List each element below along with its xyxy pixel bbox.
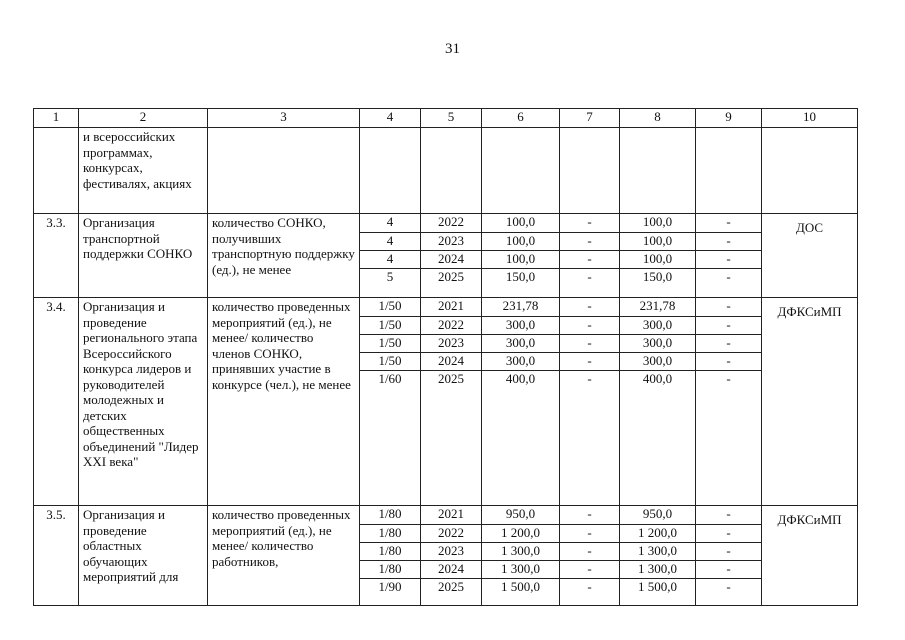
total-funding-column bbox=[481, 505, 560, 606]
col9-value: - bbox=[696, 560, 761, 578]
header-cell: 3 bbox=[207, 108, 360, 128]
target-value: 1/80 bbox=[360, 542, 420, 560]
col9-value-column bbox=[695, 213, 762, 298]
col7-value: - bbox=[560, 334, 619, 352]
col8-value: 100,0 bbox=[620, 250, 695, 268]
year-column bbox=[420, 297, 482, 506]
col8-value: 400,0 bbox=[620, 370, 695, 388]
row-number: 3.4. bbox=[33, 297, 79, 506]
col9-value-column bbox=[695, 297, 762, 506]
indicator: количество СОНКО, получивших транспортную поддержку (ед.), не менее bbox=[207, 213, 360, 298]
year: 2021 bbox=[438, 506, 464, 521]
total-funding: 300,0 bbox=[482, 316, 559, 334]
col9-value: - bbox=[696, 370, 761, 388]
total-funding: 1 500,0 bbox=[482, 578, 559, 596]
header-cell: 6 bbox=[481, 108, 560, 128]
col7-value: - bbox=[587, 298, 592, 313]
col9-value: - bbox=[696, 578, 761, 596]
total-funding: 100,0 bbox=[482, 232, 559, 250]
row-number: 3.5. bbox=[33, 505, 79, 606]
target-value: 1/80 bbox=[360, 560, 420, 578]
col8-value: 100,0 bbox=[620, 232, 695, 250]
year: 2023 bbox=[421, 232, 481, 250]
col7-value-column bbox=[559, 213, 620, 298]
col8-value: 950,0 bbox=[642, 506, 673, 521]
col9-value: - bbox=[726, 506, 731, 521]
total-funding: 1 200,0 bbox=[482, 524, 559, 542]
col9-value-column bbox=[695, 505, 762, 606]
continuation-cell bbox=[695, 127, 762, 214]
col9-value: - bbox=[696, 524, 761, 542]
header-cell: 10 bbox=[761, 108, 858, 128]
total-funding: 231,78 bbox=[502, 298, 539, 313]
target-value-column bbox=[359, 297, 421, 506]
responsible-agency: ДФКСиМП bbox=[761, 297, 858, 506]
header-cell: 2 bbox=[78, 108, 208, 128]
col7-value: - bbox=[560, 250, 619, 268]
year: 2022 bbox=[438, 214, 464, 229]
col8-value-column bbox=[619, 297, 696, 506]
target-value: 4 bbox=[360, 250, 420, 268]
col7-value-column bbox=[559, 505, 620, 606]
col7-value: - bbox=[560, 542, 619, 560]
col7-value: - bbox=[560, 524, 619, 542]
total-funding: 100,0 bbox=[482, 250, 559, 268]
continuation-cell bbox=[359, 127, 421, 214]
year: 2022 bbox=[421, 524, 481, 542]
year: 2023 bbox=[421, 334, 481, 352]
col7-value: - bbox=[560, 316, 619, 334]
target-value: 1/50 bbox=[378, 298, 402, 313]
total-funding: 300,0 bbox=[482, 352, 559, 370]
target-value: 1/80 bbox=[378, 506, 402, 521]
continuation-cell bbox=[559, 127, 620, 214]
total-funding-column bbox=[481, 213, 560, 298]
indicator: количество проведенных мероприятий (ед.), не менее/ количество членов СОНКО, принявших участие в конкурсе (чел.), не менее bbox=[207, 297, 360, 506]
year: 2021 bbox=[438, 298, 464, 313]
col9-value: - bbox=[696, 232, 761, 250]
header-cell: 5 bbox=[420, 108, 482, 128]
continuation-cell bbox=[207, 127, 360, 214]
col7-value: - bbox=[587, 214, 592, 229]
col7-value: - bbox=[560, 352, 619, 370]
target-value: 1/60 bbox=[360, 370, 420, 388]
total-funding: 400,0 bbox=[482, 370, 559, 388]
total-funding: 1 300,0 bbox=[482, 542, 559, 560]
col9-value: - bbox=[726, 214, 731, 229]
header-cell: 9 bbox=[695, 108, 762, 128]
col8-value-column bbox=[619, 213, 696, 298]
target-value: 1/50 bbox=[360, 352, 420, 370]
col9-value: - bbox=[696, 352, 761, 370]
col9-value: - bbox=[696, 250, 761, 268]
continuation-cell bbox=[33, 127, 79, 214]
target-value-column bbox=[359, 505, 421, 606]
col9-value: - bbox=[696, 268, 761, 286]
col8-value: 300,0 bbox=[620, 316, 695, 334]
header-cell: 8 bbox=[619, 108, 696, 128]
activity-name: Организация и проведение областных обучающих мероприятий для bbox=[78, 505, 208, 606]
col8-value: 100,0 bbox=[642, 214, 673, 229]
total-funding: 100,0 bbox=[505, 214, 536, 229]
responsible-agency: ДФКСиМП bbox=[761, 505, 858, 606]
header-cell: 7 bbox=[559, 108, 620, 128]
page-number: 31 bbox=[445, 41, 460, 57]
col7-value: - bbox=[560, 268, 619, 286]
col9-value: - bbox=[696, 334, 761, 352]
col7-value: - bbox=[560, 560, 619, 578]
col7-value: - bbox=[560, 578, 619, 596]
program-table bbox=[33, 108, 857, 605]
total-funding: 300,0 bbox=[482, 334, 559, 352]
target-value: 5 bbox=[360, 268, 420, 286]
col8-value: 1 300,0 bbox=[620, 542, 695, 560]
col7-value: - bbox=[560, 370, 619, 388]
col8-value: 231,78 bbox=[639, 298, 676, 313]
total-funding: 950,0 bbox=[505, 506, 536, 521]
target-value: 4 bbox=[386, 214, 394, 229]
activity-name: Организация транспортной поддержки СОНКО bbox=[78, 213, 208, 298]
col8-value: 300,0 bbox=[620, 334, 695, 352]
year: 2023 bbox=[421, 542, 481, 560]
year: 2022 bbox=[421, 316, 481, 334]
year: 2024 bbox=[421, 352, 481, 370]
year: 2025 bbox=[421, 578, 481, 596]
activity-name: Организация и проведение регионального этапа Всероссийского конкурса лидеров и руководителей молодежных и детских общественных объединений "Лидер XXI века" bbox=[78, 297, 208, 506]
continuation-cell: и всероссийских программах, конкурсах, фестивалях, акциях bbox=[78, 127, 208, 214]
target-value-column bbox=[359, 213, 421, 298]
indicator: количество проведенных мероприятий (ед.), не менее/ количество работников, bbox=[207, 505, 360, 606]
col9-value: - bbox=[726, 298, 731, 313]
target-value: 1/50 bbox=[360, 316, 420, 334]
total-funding: 150,0 bbox=[482, 268, 559, 286]
total-funding-column bbox=[481, 297, 560, 506]
target-value: 4 bbox=[360, 232, 420, 250]
col8-value: 1 200,0 bbox=[620, 524, 695, 542]
year-column bbox=[420, 213, 482, 298]
col8-value-column bbox=[619, 505, 696, 606]
col8-value: 1 500,0 bbox=[620, 578, 695, 596]
target-value: 1/90 bbox=[360, 578, 420, 596]
year: 2024 bbox=[421, 560, 481, 578]
target-value: 1/50 bbox=[360, 334, 420, 352]
continuation-cell bbox=[481, 127, 560, 214]
row-number: 3.3. bbox=[33, 213, 79, 298]
continuation-cell bbox=[420, 127, 482, 214]
col7-value-column bbox=[559, 297, 620, 506]
col9-value: - bbox=[696, 316, 761, 334]
year: 2024 bbox=[421, 250, 481, 268]
header-cell: 4 bbox=[359, 108, 421, 128]
continuation-cell bbox=[761, 127, 858, 214]
responsible-agency: ДОС bbox=[761, 213, 858, 298]
continuation-cell bbox=[619, 127, 696, 214]
year-column bbox=[420, 505, 482, 606]
year: 2025 bbox=[421, 370, 481, 388]
col8-value: 300,0 bbox=[620, 352, 695, 370]
header-cell: 1 bbox=[33, 108, 79, 128]
col7-value: - bbox=[560, 232, 619, 250]
col7-value: - bbox=[587, 506, 592, 521]
total-funding: 1 300,0 bbox=[482, 560, 559, 578]
col8-value: 150,0 bbox=[620, 268, 695, 286]
col9-value: - bbox=[696, 542, 761, 560]
year: 2025 bbox=[421, 268, 481, 286]
target-value: 1/80 bbox=[360, 524, 420, 542]
col8-value: 1 300,0 bbox=[620, 560, 695, 578]
